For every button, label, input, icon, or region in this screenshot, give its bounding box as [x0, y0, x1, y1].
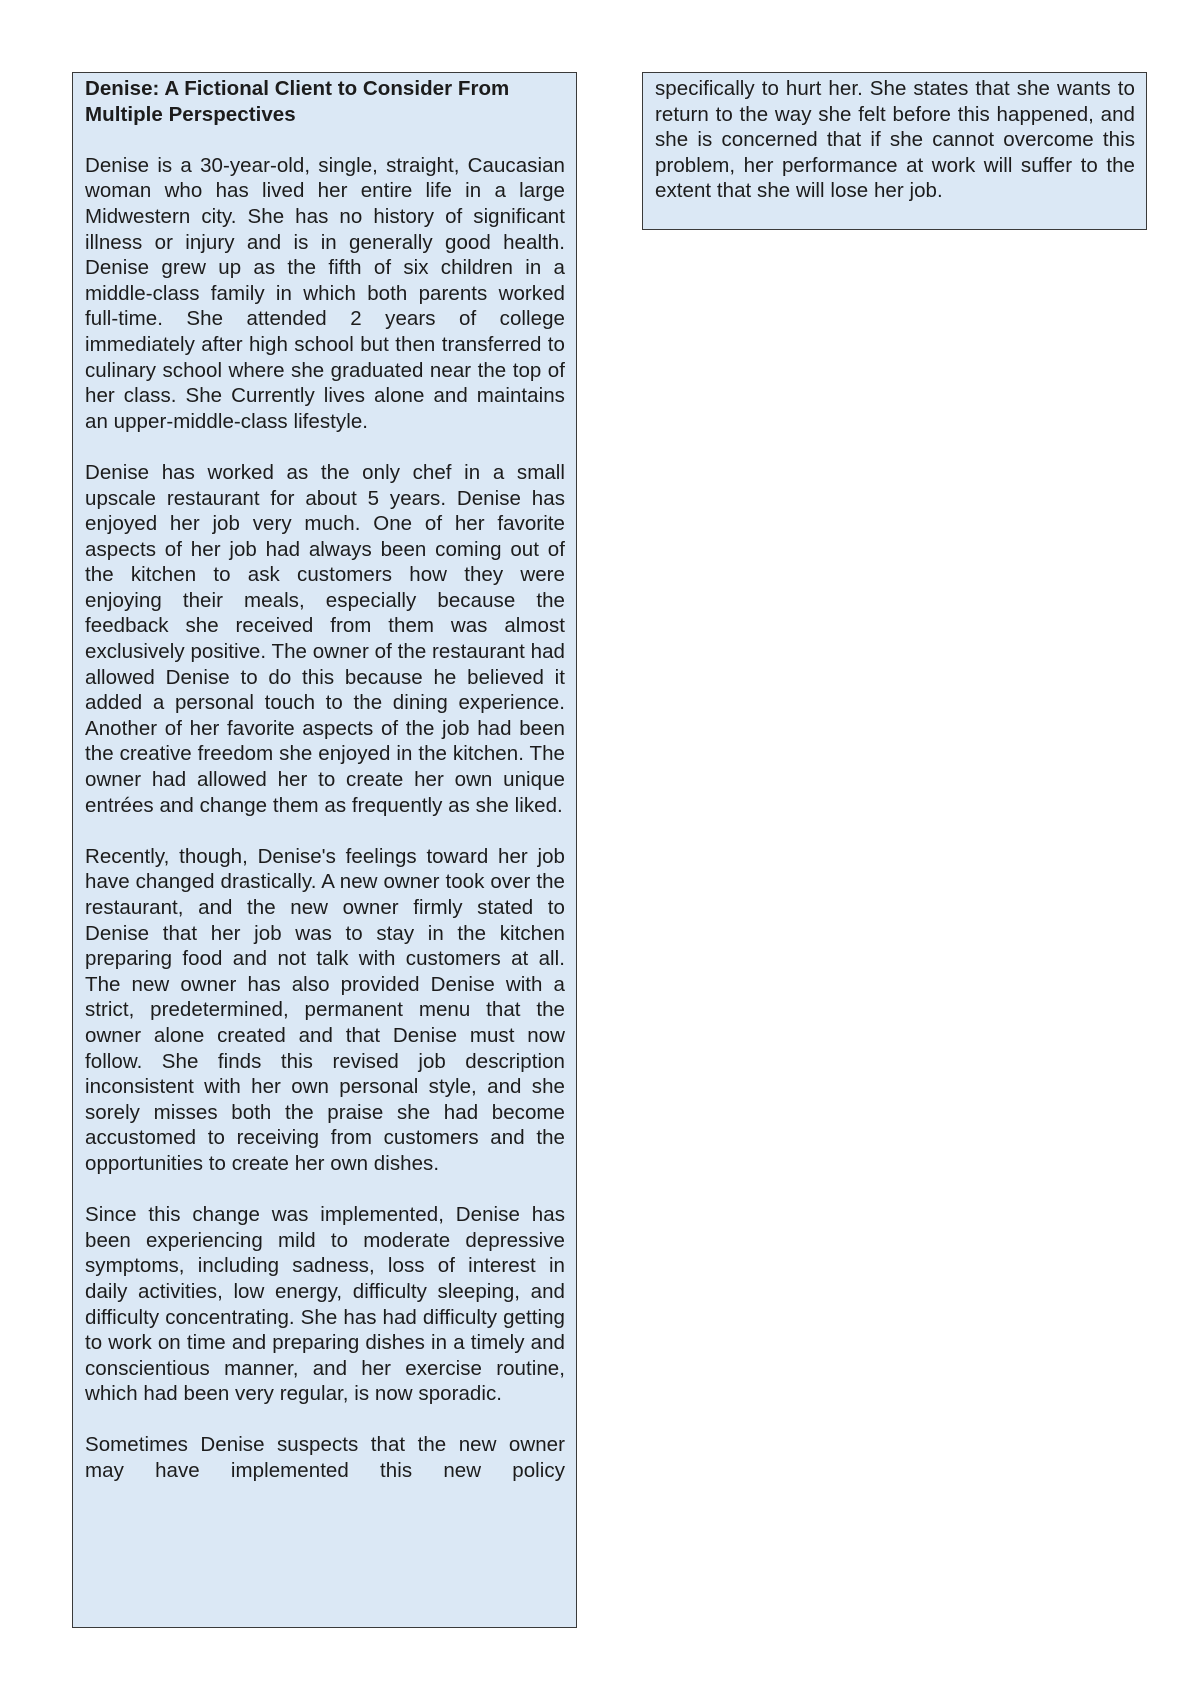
paragraph-suspicion-start: Sometimes Denise suspects that the new owner may have implemented this new policy: [85, 1433, 565, 1483]
case-study-title: Denise: A Fictional Client to Consider From Multiple Perspectives: [85, 77, 510, 126]
case-study-box-left: [72, 72, 577, 1628]
case-study-box-right: [642, 72, 1147, 230]
paragraph-job-history: Denise has worked as the only chef in a small upscale restaurant for about 5 years. Denise has enjoyed her job very much. One of her favorite aspects of her job had always been coming out of the kitchen to ask customers how they were enjoying their meals, especially because the feedback she received from them was almost exclusively positive. The owner of the restaurant had allowed Denise to do this because he believed it added a personal touch to the dining experience. Another of her favorite aspects of the job had been the creative freedom she enjoyed in the kitchen. The owner had allowed her to create her own unique entrées and change them as frequently as she liked.: [85, 460, 565, 817]
paragraph-background: Denise is a 30-year-old, single, straight, Caucasian woman who has lived her entire life in a large Midwestern city. She has no history of significant illness or injury and is in generally good health. Denise grew up as the fifth of six children in a middle-class family in which both parents worked full-time. She attended 2 years of college immediately after high school but then transferred to culinary school where she graduated near the top of her class. She Currently lives alone and maintains an upper-middle-class lifestyle.: [85, 153, 565, 433]
paragraph-job-change: Recently, though, Denise's feelings toward her job have changed drastically. A new owner took over the restaurant, and the new owner firmly stated to Denise that her job was to stay in the kitchen preparing food and not talk with customers at all. The new owner has also provided Denise with a strict, predetermined, permanent menu that the owner alone created and that Denise must now follow. She finds this revised job description inconsistent with her own personal style, and she sorely misses both the praise she had become accustomed to receiving from customers and the opportunities to create her own dishes.: [85, 844, 565, 1175]
paragraph-symptoms: Since this change was implemented, Denise has been experiencing mild to moderate depressive symptoms, including sadness, loss of interest in daily activities, low energy, difficulty sleeping, and difficulty concentrating. She has had difficulty getting to work on time and preparing dishes in a timely and conscientious manner, and her exercise routine, which had been very regular, is now sporadic.: [85, 1203, 565, 1406]
paragraph-suspicion-continued: specifically to hurt her. She states that she wants to return to the way she felt before this happened, and she is concerned that if she cannot overcome this problem, her performance at work will suffer to the extent that she will lose her job.: [655, 77, 1135, 203]
